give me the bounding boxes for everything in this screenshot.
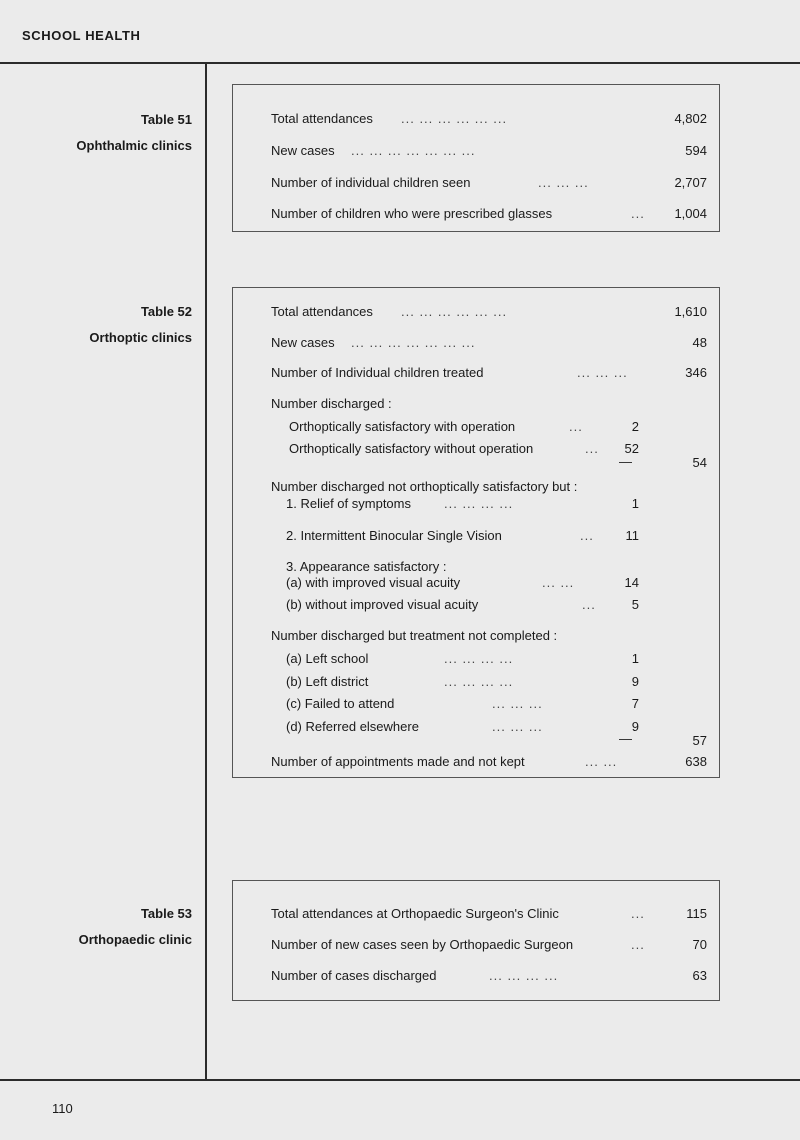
row-value: 54 bbox=[692, 455, 707, 470]
row-subvalue: 1 bbox=[631, 496, 639, 511]
row-label: Number of children who were prescribed glasses bbox=[271, 206, 553, 221]
row-leader: ... ... ... bbox=[492, 719, 543, 734]
row-leader: ... bbox=[631, 937, 645, 952]
row-leader: ... ... ... ... bbox=[489, 968, 559, 983]
row-subvalue: 5 bbox=[631, 597, 639, 612]
row-label: Number of appointments made and not kept bbox=[271, 754, 525, 769]
table51-title: Ophthalmic clinics bbox=[76, 138, 192, 153]
row-leader: ... ... ... ... ... ... bbox=[401, 304, 508, 319]
heading-text: Number discharged : bbox=[271, 396, 392, 411]
table52-label: Table 52 bbox=[140, 304, 192, 319]
top-rule bbox=[0, 62, 800, 64]
row-leader: ... bbox=[569, 419, 583, 434]
row-label: Number of new cases seen by Orthopaedic Surgeon bbox=[271, 937, 574, 952]
table51-label: Table 51 bbox=[140, 112, 192, 127]
row-subvalue: 14 bbox=[624, 575, 639, 590]
row-value: 2,707 bbox=[674, 175, 707, 190]
row-leader: ... ... ... ... bbox=[444, 651, 514, 666]
page-number: 110 bbox=[52, 1101, 73, 1116]
row-leader: ... bbox=[631, 206, 645, 221]
page-header: SCHOOL HEALTH bbox=[22, 28, 141, 43]
table53-label: Table 53 bbox=[140, 906, 192, 921]
row-value: 4,802 bbox=[674, 111, 707, 126]
row-value: 1,610 bbox=[674, 304, 707, 319]
row-leader: ... ... bbox=[585, 754, 618, 769]
row-leader: ... bbox=[631, 906, 645, 921]
row-value: 63 bbox=[692, 968, 707, 983]
row-label: Number of cases discharged bbox=[271, 968, 437, 983]
row-value: 48 bbox=[692, 335, 707, 350]
row-subvalue: 9 bbox=[631, 719, 639, 734]
row-subvalue: 11 bbox=[625, 528, 639, 543]
row-label: Orthoptically satisfactory without operation bbox=[289, 441, 534, 456]
row-label: Orthoptically satisfactory with operation bbox=[289, 419, 516, 434]
row-leader: ... ... ... bbox=[577, 365, 628, 380]
table53-caption bbox=[79, 906, 192, 958]
heading-text: Number discharged but treatment not completed : bbox=[271, 628, 558, 643]
row-label: (c) Failed to attend bbox=[286, 696, 395, 711]
row-leader: ... ... ... bbox=[492, 696, 543, 711]
row-label: (a) with improved visual acuity bbox=[286, 575, 461, 590]
row-value: 70 bbox=[692, 937, 707, 952]
table51-caption bbox=[76, 112, 192, 164]
subtotal-dash: — bbox=[619, 454, 632, 469]
row-label: 1. Relief of symptoms bbox=[286, 496, 411, 511]
row-value: 57 bbox=[692, 733, 707, 748]
heading-text: 3. Appearance satisfactory : bbox=[286, 559, 447, 574]
row-value: 346 bbox=[685, 365, 707, 380]
row-subvalue: 9 bbox=[631, 674, 639, 689]
row-leader: ... ... bbox=[542, 575, 575, 590]
row-leader: ... ... ... ... bbox=[444, 674, 514, 689]
row-label: (b) Left district bbox=[286, 674, 369, 689]
row-label: (b) without improved visual acuity bbox=[286, 597, 479, 612]
table53-title: Orthopaedic clinic bbox=[78, 932, 192, 947]
row-label: (d) Referred elsewhere bbox=[286, 719, 419, 734]
row-label: Number of individual children seen bbox=[271, 175, 471, 190]
row-leader: ... ... ... ... ... ... ... bbox=[351, 143, 476, 158]
heading-text: Number discharged not orthoptically satisfactory but : bbox=[271, 479, 578, 494]
row-leader: ... ... ... bbox=[538, 175, 589, 190]
row-leader: ... ... ... ... ... ... ... bbox=[351, 335, 476, 350]
table52-title: Orthoptic clinics bbox=[89, 330, 192, 345]
row-label: (a) Left school bbox=[286, 651, 369, 666]
row-leader: ... bbox=[580, 528, 594, 543]
row-leader: ... bbox=[582, 597, 596, 612]
bottom-rule bbox=[0, 1079, 800, 1081]
row-leader: ... ... ... ... bbox=[444, 496, 514, 511]
table53-box bbox=[232, 880, 720, 1001]
row-value: 1,004 bbox=[674, 206, 707, 221]
table51-box bbox=[232, 84, 720, 232]
row-label: New cases bbox=[271, 143, 335, 158]
table52-caption bbox=[89, 304, 192, 356]
row-label: Total attendances bbox=[271, 111, 373, 126]
row-label: New cases bbox=[271, 335, 335, 350]
row-label: Total attendances bbox=[271, 304, 373, 319]
row-label: Number of Individual children treated bbox=[271, 365, 484, 380]
row-value: 594 bbox=[685, 143, 707, 158]
row-value: 638 bbox=[685, 754, 707, 769]
row-label: 2. Intermittent Binocular Single Vision bbox=[286, 528, 502, 543]
row-leader: ... bbox=[585, 441, 599, 456]
row-subvalue: 52 bbox=[624, 441, 639, 456]
column-divider bbox=[205, 62, 207, 1081]
row-leader: ... ... ... ... ... ... bbox=[401, 111, 508, 126]
table52-box bbox=[232, 287, 720, 778]
row-subvalue: 7 bbox=[631, 696, 639, 711]
row-label: Total attendances at Orthopaedic Surgeon's Clinic bbox=[271, 906, 559, 921]
row-subvalue: 2 bbox=[631, 419, 639, 434]
row-subvalue: 1 bbox=[631, 651, 639, 666]
row-value: 115 bbox=[686, 906, 707, 921]
subtotal-dash: — bbox=[619, 731, 632, 746]
